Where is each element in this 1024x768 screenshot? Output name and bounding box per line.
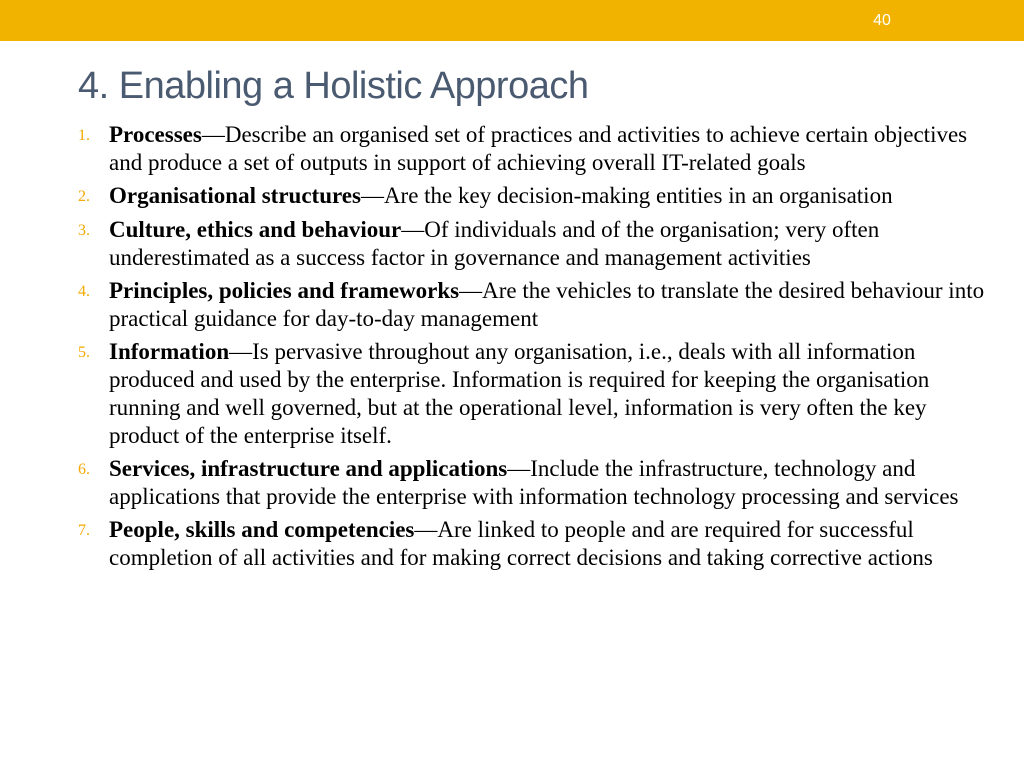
list-item-text [109, 216, 998, 272]
list-item [78, 216, 998, 272]
list-item-text [109, 338, 998, 450]
list-item [78, 182, 998, 211]
list-item-term: Principles, policies and frameworks [109, 278, 460, 303]
list-item-number: 4. [78, 283, 90, 300]
list-item-number: 2. [78, 188, 90, 205]
list-item-term: Information [109, 339, 230, 364]
list-item-number: 1. [78, 127, 90, 144]
list-item-description: —Is pervasive throughout any organisation, i.e., deals with all information produced and used by the enterprise. Information is required for keeping the organisation running and well governed, but at the operational level, information is very often the key product of the enterprise itself. [109, 339, 930, 448]
list-item [78, 455, 998, 511]
list-item [78, 338, 998, 450]
list-item-description: —Of individuals and of the organisation; very often underestimated as a success factor in governance and management activities [109, 217, 880, 270]
list-item-text [109, 182, 998, 210]
enabler-list [78, 121, 998, 577]
list-item-number: 3. [78, 222, 90, 239]
list-item-term: People, skills and competencies [109, 517, 415, 542]
list-item [78, 277, 998, 333]
list-item-term: Services, infrastructure and applications [109, 456, 508, 481]
list-item-text [109, 277, 998, 333]
list-item-number: 6. [78, 461, 90, 478]
list-item-text [109, 455, 998, 511]
list-item-description: —Are the vehicles to translate the desired behaviour into practical guidance for day-to-day management [109, 278, 985, 331]
list-item [78, 516, 998, 572]
list-item-term: Organisational structures [109, 183, 361, 208]
list-item-description: —Are linked to people and are required for successful completion of all activities and for making correct decisions and taking corrective actions [109, 517, 933, 570]
list-item-description: —Are the key decision-making entities in an organisation [360, 183, 893, 208]
list-item-description: —Include the infrastructure, technology and applications that provide the enterprise with information technology processing and services [109, 456, 959, 509]
top-accent-bar [0, 0, 1024, 41]
list-item-description: —Describe an organised set of practices and activities to achieve certain objectives and produce a set of outputs in support of achieving overall IT-related goals [109, 122, 968, 175]
list-item-number: 7. [78, 522, 90, 539]
list-item-term: Culture, ethics and behaviour [109, 217, 402, 242]
list-item-text [109, 516, 998, 572]
list-item-text [109, 121, 998, 177]
list-item [78, 121, 998, 177]
list-item-number: 5. [78, 344, 90, 361]
slide-title: 4. Enabling a Holistic Approach [78, 65, 589, 107]
slide-number: 40 [873, 12, 891, 29]
list-item-term: Processes [109, 122, 202, 147]
